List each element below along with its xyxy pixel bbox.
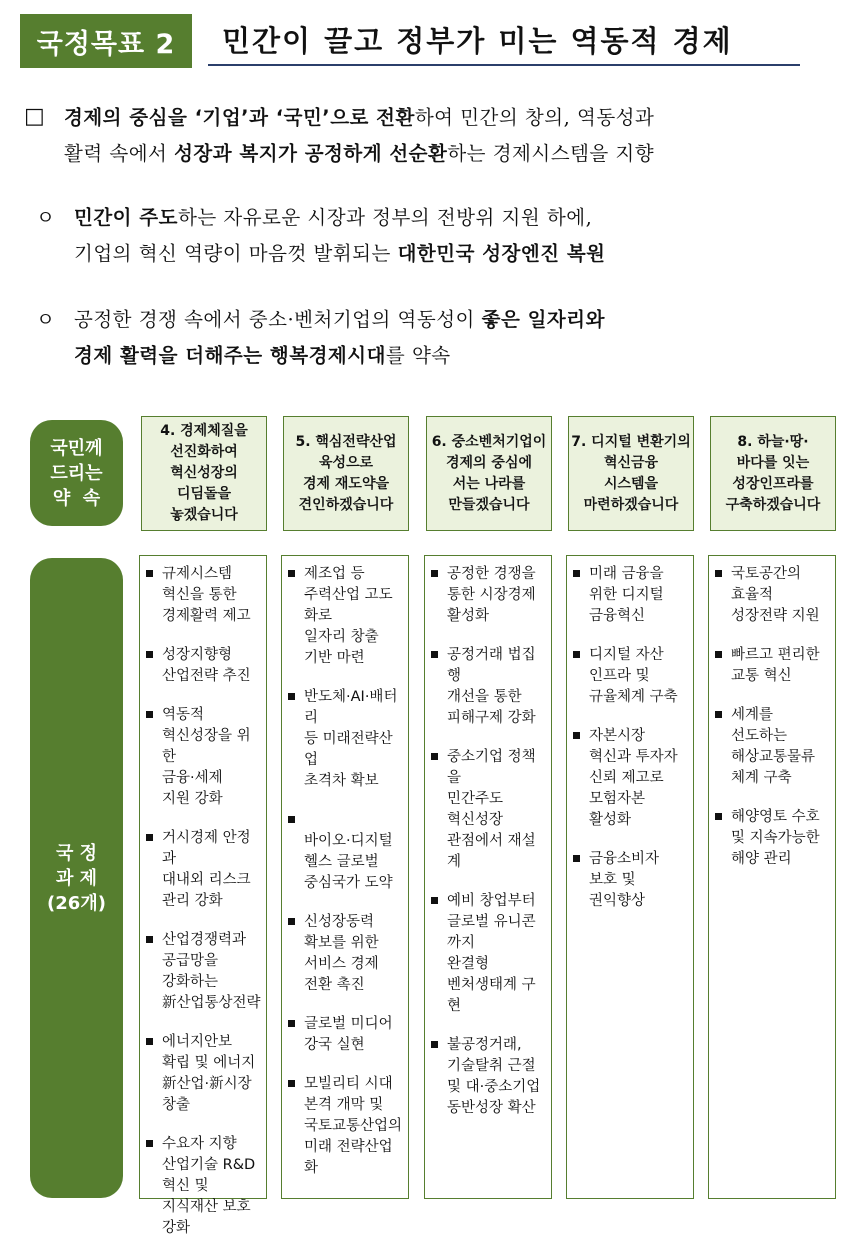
task-item	[288, 912, 404, 996]
intro-text-1: 하여 민간의 창의, 역동성과	[414, 106, 655, 129]
promise-header-text: 5. 핵심전략산업 육성으로 경제 재도약을 견인하겠습니다	[295, 433, 397, 513]
promise-header-3	[426, 416, 552, 531]
intro-line-2	[24, 136, 839, 172]
task-item	[288, 1074, 404, 1179]
point-1	[36, 200, 836, 272]
square-bullet-icon	[431, 570, 438, 577]
task-item	[146, 1032, 262, 1116]
square-bullet-icon	[431, 753, 438, 760]
task-item-text: 세계를 선도하는 해상교통물류 체계 구축	[731, 707, 816, 786]
task-column-2	[281, 555, 409, 1199]
task-column-1	[139, 555, 267, 1236]
tasks-label-line-1: 국 정	[55, 842, 98, 864]
task-item	[573, 564, 689, 627]
task-item-text: 중소기업 정책을 민간주도 혁신성장 관점에서 재설계	[447, 749, 536, 870]
square-bullet-icon	[146, 570, 153, 577]
task-item-text: 수요자 지향 산업기술 R&D 혁신 및 지식재산 보호 강화	[162, 1136, 256, 1236]
task-item-text: 제조업 등 주력산업 고도화로 일자리 창출 기반 마련	[304, 566, 393, 666]
square-bullet-icon	[573, 732, 580, 739]
task-item	[146, 930, 262, 1014]
task-item-text: 반도체·AI·배터리 등 미래전략산업 초격차 확보	[304, 689, 398, 789]
task-item-text: 공정한 경쟁을 통한 시장경제 활성화	[447, 566, 536, 624]
square-bullet-icon	[288, 816, 295, 823]
square-bullet-icon	[573, 570, 580, 577]
circle-bullet-icon: ㅇ	[36, 206, 56, 229]
square-bullet-icon	[431, 651, 438, 658]
task-column-5	[708, 555, 836, 1199]
task-column-3	[424, 555, 552, 1199]
task-item	[146, 1134, 262, 1239]
point-1-text-1: 하는 자유로운 시장과 정부의 전방위 지원 하에,	[177, 206, 593, 229]
task-item-text: 빠르고 편리한 교통 혁신	[731, 647, 820, 684]
promise-header-4	[568, 416, 694, 531]
task-item-text: 불공정거래, 기술탈취 근절 및 대·중소기업 동반성장 확산	[447, 1037, 541, 1116]
task-item	[288, 1014, 404, 1056]
tasks-label-line-3: (26개)	[47, 892, 106, 914]
square-bullet-icon	[715, 813, 722, 820]
task-item	[431, 891, 547, 1017]
promise-header-text: 7. 디지털 변환기의 혁신금융 시스템을 마련하겠습니다	[571, 433, 691, 513]
task-item	[431, 1035, 547, 1119]
task-item	[288, 564, 404, 669]
task-item	[431, 645, 547, 729]
promise-header-5	[710, 416, 836, 531]
task-item-text: 자본시장 혁신과 투자자 신뢰 제고로 모험자본 활성화	[589, 728, 678, 828]
task-item	[288, 810, 404, 894]
square-bullet-icon	[573, 855, 580, 862]
point-2-line-2	[36, 338, 836, 374]
tasks-label-line-2: 과 제	[55, 867, 98, 889]
intro-emphasis-1: 경제의 중심을 ‘기업’과 ‘국민’으로 전환	[64, 106, 415, 129]
circle-bullet-icon: ㅇ	[36, 308, 56, 331]
task-column-4	[566, 555, 694, 1199]
promise-header-text: 8. 하늘·땅· 바다를 잇는 성장인프라를 구축하겠습니다	[725, 433, 821, 513]
task-item	[715, 564, 831, 627]
point-1-text-2: 기업의 혁신 역량이 마음껏 발휘되는	[74, 242, 398, 265]
point-2-text-1: 공정한 경쟁 속에서 중소·벤처기업의 역동성이	[74, 308, 482, 331]
task-item-text: 거시경제 안정과 대내외 리스크 관리 강화	[162, 830, 251, 909]
task-item	[146, 828, 262, 912]
task-item-text: 공정거래 법집행 개선을 통한 피해구제 강화	[447, 647, 536, 726]
square-bullet-icon	[288, 693, 295, 700]
promise-label	[30, 420, 123, 526]
promise-header-1	[141, 416, 267, 531]
point-1-emphasis-1: 민간이 주도	[74, 206, 178, 229]
task-item-text: 디지털 자산 인프라 및 규율체계 구축	[589, 647, 678, 705]
goal-badge: 국정목표 2	[20, 14, 192, 68]
goal-title: 민간이 끌고 정부가 미는 역동적 경제	[208, 14, 800, 66]
promise-label-line-1: 국민께	[50, 437, 103, 459]
task-item	[431, 564, 547, 627]
task-item-text: 성장지향형 산업전략 추진	[162, 647, 251, 684]
task-item	[146, 564, 262, 627]
square-bullet-icon	[715, 570, 722, 577]
point-1-emphasis-2: 대한민국 성장엔진 복원	[397, 242, 606, 265]
task-item	[715, 705, 831, 789]
square-bullet-icon	[431, 897, 438, 904]
task-item	[431, 747, 547, 873]
square-bullet-icon	[288, 918, 295, 925]
intro-text-3: 하는 경제시스템을 지향	[447, 142, 655, 165]
promise-header-2	[283, 416, 409, 531]
square-bullet-icon	[715, 651, 722, 658]
task-item-text: 산업경쟁력과 공급망을 강화하는 新산업통상전략	[162, 932, 261, 1011]
intro-line-1	[24, 100, 839, 136]
square-bullet-icon	[146, 1038, 153, 1045]
point-1-line-1	[36, 200, 836, 236]
square-bullet-icon	[146, 1140, 153, 1147]
square-bullet-icon	[288, 1020, 295, 1027]
square-bullet-icon: □	[24, 104, 46, 129]
task-item	[573, 726, 689, 831]
task-item	[288, 687, 404, 792]
tasks-label	[30, 558, 123, 1198]
task-item-text: 미래 금융을 위한 디지털 금융혁신	[589, 566, 664, 624]
promise-header-text: 4. 경제체질을 선진화하여 혁신성장의 디딤돌을 놓겠습니다	[160, 423, 248, 523]
promise-label-line-3: 약 속	[52, 487, 101, 509]
task-item	[573, 645, 689, 708]
task-item-text: 에너지안보 확립 및 에너지 新산업·新시장 창출	[162, 1034, 256, 1113]
point-1-line-2	[36, 236, 836, 272]
task-item-text: 해양영토 수호 및 지속가능한 해양 관리	[731, 809, 820, 867]
task-item-text: 규제시스템 혁신을 통한 경제활력 제고	[162, 566, 251, 624]
square-bullet-icon	[288, 570, 295, 577]
task-item-text: 역동적 혁신성장을 위한 금융·세제 지원 강화	[162, 707, 251, 807]
task-item-text: 예비 창업부터 글로벌 유니콘까지 완결형 벤처생태계 구현	[447, 893, 536, 1014]
task-item-text: 글로벌 미디어 강국 실현	[304, 1016, 393, 1053]
point-2	[36, 302, 836, 374]
task-item	[715, 645, 831, 687]
square-bullet-icon	[431, 1041, 438, 1048]
square-bullet-icon	[146, 651, 153, 658]
promise-header-text: 6. 중소벤처기업이 경제의 중심에 서는 나라를 만들겠습니다	[431, 433, 547, 513]
square-bullet-icon	[288, 1080, 295, 1087]
task-item	[573, 849, 689, 912]
square-bullet-icon	[573, 651, 580, 658]
intro-emphasis-2: 성장과 복지가 공정하게 선순환	[174, 142, 448, 165]
square-bullet-icon	[146, 834, 153, 841]
point-2-emphasis-2: 경제 활력을 더해주는 행복경제시대	[74, 344, 386, 367]
task-item-text: 금융소비자 보호 및 권익향상	[589, 851, 660, 909]
square-bullet-icon	[146, 711, 153, 718]
promise-label-line-2: 드리는	[50, 462, 103, 484]
task-item-text: 모빌리티 시대 본격 개막 및 국토교통산업의 미래 전략산업화	[304, 1076, 403, 1176]
task-item	[146, 645, 262, 687]
task-item-text: 국토공간의 효율적 성장전략 지원	[731, 566, 820, 624]
point-2-text-2: 를 약속	[385, 344, 451, 367]
point-2-line-1	[36, 302, 836, 338]
task-item	[146, 705, 262, 810]
task-item-text: 신성장동력 확보를 위한 서비스 경제 전환 촉진	[304, 914, 379, 993]
intro-text-2: 활력 속에서	[64, 142, 175, 165]
task-item-text: 바이오·디지털 헬스 글로벌 중심국가 도약	[304, 833, 393, 891]
point-2-emphasis-1: 좋은 일자리와	[481, 308, 605, 331]
intro-paragraph	[24, 100, 839, 172]
square-bullet-icon	[715, 711, 722, 718]
square-bullet-icon	[146, 936, 153, 943]
task-item	[715, 807, 831, 870]
